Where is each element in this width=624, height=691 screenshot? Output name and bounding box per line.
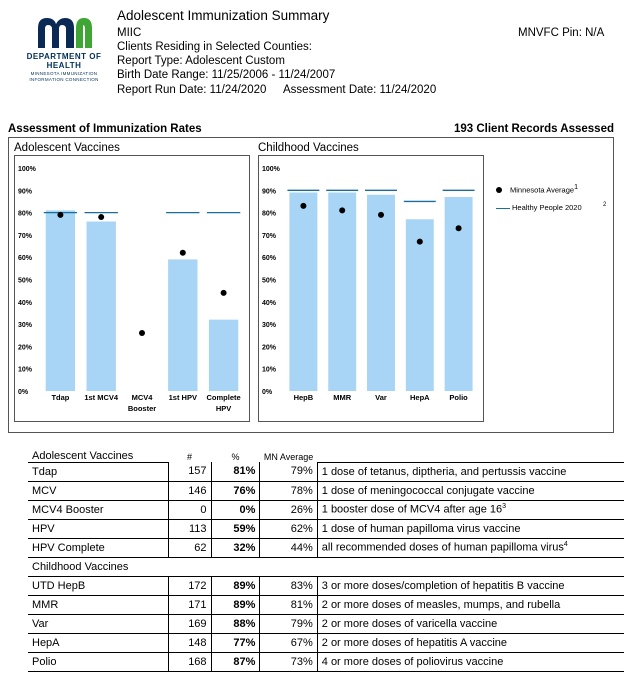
client-count: 146 [168, 481, 211, 500]
client-percent: 32% [211, 538, 260, 557]
vaccine-description: 4 or more doses of poliovirus vaccine [317, 652, 624, 671]
y-tick-label: 50% [18, 277, 33, 285]
mn-average-value: 26% [260, 500, 317, 519]
header-percent: % [231, 452, 240, 462]
adolescent-rows [28, 462, 624, 557]
mdh-logo [14, 12, 114, 82]
mn-average-value: 83% [260, 576, 317, 595]
vaccine-name: HPV Complete [28, 538, 168, 557]
y-tick-label: 30% [18, 322, 33, 330]
adolescent-chart-title: Adolescent Vaccines [14, 142, 120, 154]
y-tick-label: 100% [18, 166, 36, 173]
vaccine-name: HPV [28, 519, 168, 538]
client-count: 62 [168, 538, 211, 557]
bar [406, 219, 434, 391]
y-tick-label: 30% [262, 322, 277, 330]
x-category-label: HepB [293, 393, 314, 402]
records-assessed: 193 Client Records Assessed [453, 123, 614, 135]
table-row [28, 481, 624, 500]
table-row [28, 500, 624, 519]
y-tick-label: 40% [262, 299, 277, 307]
table-row [28, 576, 624, 595]
client-count: 169 [168, 614, 211, 633]
vaccine-name: Var [28, 614, 168, 633]
vaccine-description: all recommended doses of human papilloma virus$^4$ [317, 538, 624, 557]
mn-average-dot [180, 250, 186, 256]
x-category-label: Polio [449, 393, 468, 402]
mn-average-dot [98, 214, 104, 220]
mn-average-dot [139, 330, 145, 336]
table-row [28, 652, 624, 671]
clients-line: Clients Residing in Selected Counties: [117, 41, 312, 53]
legend-mn-footnote: 1 [574, 184, 578, 191]
legend-healthy-people [496, 203, 582, 212]
table-row [28, 538, 624, 557]
vaccine-name: MMR [28, 595, 168, 614]
mn-average-dot [456, 225, 462, 231]
vaccine-description: 3 or more doses/completion of hepatitis B vaccine [317, 576, 624, 595]
x-category-label: Tdap [51, 393, 70, 402]
vaccine-name: MCV4 Booster [28, 500, 168, 519]
x-category-label: MMR [333, 393, 352, 402]
bar [46, 210, 75, 391]
adolescent-chart [14, 155, 250, 422]
legend-hp-footnote: 2 [603, 202, 607, 208]
x-category-label: 1st MCV4 [84, 393, 119, 402]
bar [209, 320, 238, 391]
y-tick-label: 60% [18, 255, 33, 263]
logo-subtitle-text: MINNESOTA IMMUNIZATION INFORMATION CONNECTION [29, 71, 99, 82]
x-category-label: 1st HPV [168, 393, 197, 402]
y-tick-label: 60% [262, 255, 277, 263]
legend-mn-average-label: Minnesota Average [510, 185, 575, 195]
client-count: 168 [168, 652, 211, 671]
y-tick-label: 0% [18, 389, 29, 396]
mn-average-value: 79% [260, 462, 317, 481]
bar [87, 222, 116, 391]
header-adolescent-vaccines: Adolescent Vaccines [28, 443, 168, 462]
y-tick-label: 0% [262, 389, 273, 396]
system-name: MIIC [117, 27, 142, 39]
x-category-label: MCV4 [131, 393, 153, 402]
client-percent: 87% [211, 652, 260, 671]
y-tick-label: 90% [18, 188, 33, 196]
vaccine-description: 2 or more doses of measles, mumps, and rubella [317, 595, 624, 614]
y-tick-label: 20% [18, 344, 33, 352]
mn-average-dot [378, 212, 384, 218]
x-category-label: HepA [410, 393, 430, 402]
client-percent: 89% [211, 595, 260, 614]
y-tick-label: 20% [262, 344, 277, 352]
mn-average-value: 62% [260, 519, 317, 538]
bar [289, 193, 317, 391]
client-percent: 89% [211, 576, 260, 595]
mn-average-value: 67% [260, 633, 317, 652]
vaccine-description: 1 dose of tetanus, diptheria, and pertussis vaccine [317, 462, 624, 481]
x-category-label: Complete [206, 393, 241, 402]
vaccine-name: UTD HepB [28, 576, 168, 595]
mn-average-dot [57, 212, 63, 218]
y-tick-label: 100% [262, 166, 280, 173]
y-tick-label: 40% [18, 299, 33, 307]
vaccine-description: 2 or more doses of hepatitis A vaccine [317, 633, 624, 652]
vaccine-name: Polio [28, 652, 168, 671]
vaccine-description: 1 booster dose of MCV4 after age $16^3$ [317, 500, 624, 519]
summary-table [28, 443, 624, 672]
childhood-group-row [28, 557, 624, 576]
mn-average-dot [300, 203, 306, 209]
x-category-label: HPV [215, 404, 232, 413]
y-tick-label: 10% [18, 366, 33, 374]
mn-average-value: 81% [260, 595, 317, 614]
y-tick-label: 70% [18, 232, 33, 240]
mn-average-dot [417, 239, 423, 245]
client-percent: 59% [211, 519, 260, 538]
mn-average-value: 78% [260, 481, 317, 500]
footnote-marker: 3 [502, 503, 507, 511]
report-title: Adolescent Immunization Summary [117, 8, 330, 23]
vaccine-description: 1 dose of meningococcal conjugate vaccine [317, 481, 624, 500]
legend-mn-average [496, 184, 578, 195]
legend-healthy-people-label: Healthy People 2020 [512, 203, 582, 212]
vaccine-name: Tdap [28, 462, 168, 481]
mnvfc-pin: MNVFC Pin: N/A [518, 27, 605, 39]
section-title: Assessment of Immunization Rates [8, 123, 202, 135]
mn-average-value: 73% [260, 652, 317, 671]
assessment-date: Assessment Date: 11/24/2020 [283, 84, 437, 96]
header-count: # [187, 452, 193, 462]
footnote-marker: 4 [563, 541, 568, 549]
table-row [28, 519, 624, 538]
y-tick-label: 70% [262, 232, 277, 240]
mn-average-dot [339, 207, 345, 213]
childhood-rows [28, 576, 624, 671]
client-count: 157 [168, 462, 211, 481]
vaccine-description: 1 dose of human papilloma virus vaccine [317, 519, 624, 538]
header-description [317, 443, 624, 462]
bar [328, 193, 356, 391]
client-count: 148 [168, 633, 211, 652]
y-tick-label: 80% [262, 210, 277, 218]
vaccine-name: MCV [28, 481, 168, 500]
table-row [28, 614, 624, 633]
birth-date-range: Birth Date Range: 11/25/2006 - 11/24/2007 [117, 69, 336, 81]
table-row [28, 633, 624, 652]
x-category-label: Booster [127, 404, 157, 413]
bar [367, 195, 395, 391]
table-row [28, 462, 624, 481]
y-tick-label: 50% [262, 277, 277, 285]
client-percent: 76% [211, 481, 260, 500]
y-tick-label: 90% [262, 188, 277, 196]
table-row [28, 595, 624, 614]
mn-average-value: 44% [260, 538, 317, 557]
report-run-date: Report Run Date: 11/24/2020 [117, 84, 267, 96]
childhood-chart [258, 155, 484, 422]
client-count: 0 [168, 500, 211, 519]
client-percent: 77% [211, 633, 260, 652]
mn-average-value: 79% [260, 614, 317, 633]
y-tick-label: 80% [18, 210, 33, 218]
report-type: Report Type: Adolescent Custom [117, 55, 285, 67]
client-count: 172 [168, 576, 211, 595]
client-percent: 0% [211, 500, 260, 519]
mn-average-dot [221, 290, 227, 296]
childhood-group-label: Childhood Vaccines [28, 557, 624, 576]
client-count: 113 [168, 519, 211, 538]
bar [168, 259, 197, 391]
client-percent: 81% [211, 462, 260, 481]
vaccine-description: 2 or more doses of varicella vaccine [317, 614, 624, 633]
header-mn-average: MN Average [263, 452, 314, 462]
vaccine-name: HepA [28, 633, 168, 652]
childhood-chart-title: Childhood Vaccines [258, 142, 359, 154]
legend-line-icon [496, 208, 510, 209]
y-tick-label: 10% [262, 366, 277, 374]
client-percent: 88% [211, 614, 260, 633]
mn-logo-icon [34, 12, 94, 50]
client-count: 171 [168, 595, 211, 614]
logo-department-text: DEPARTMENT OF HEALTH [26, 52, 102, 70]
table-header-row [28, 443, 624, 462]
x-category-label: Var [375, 393, 387, 402]
legend-dot-icon [496, 187, 502, 193]
